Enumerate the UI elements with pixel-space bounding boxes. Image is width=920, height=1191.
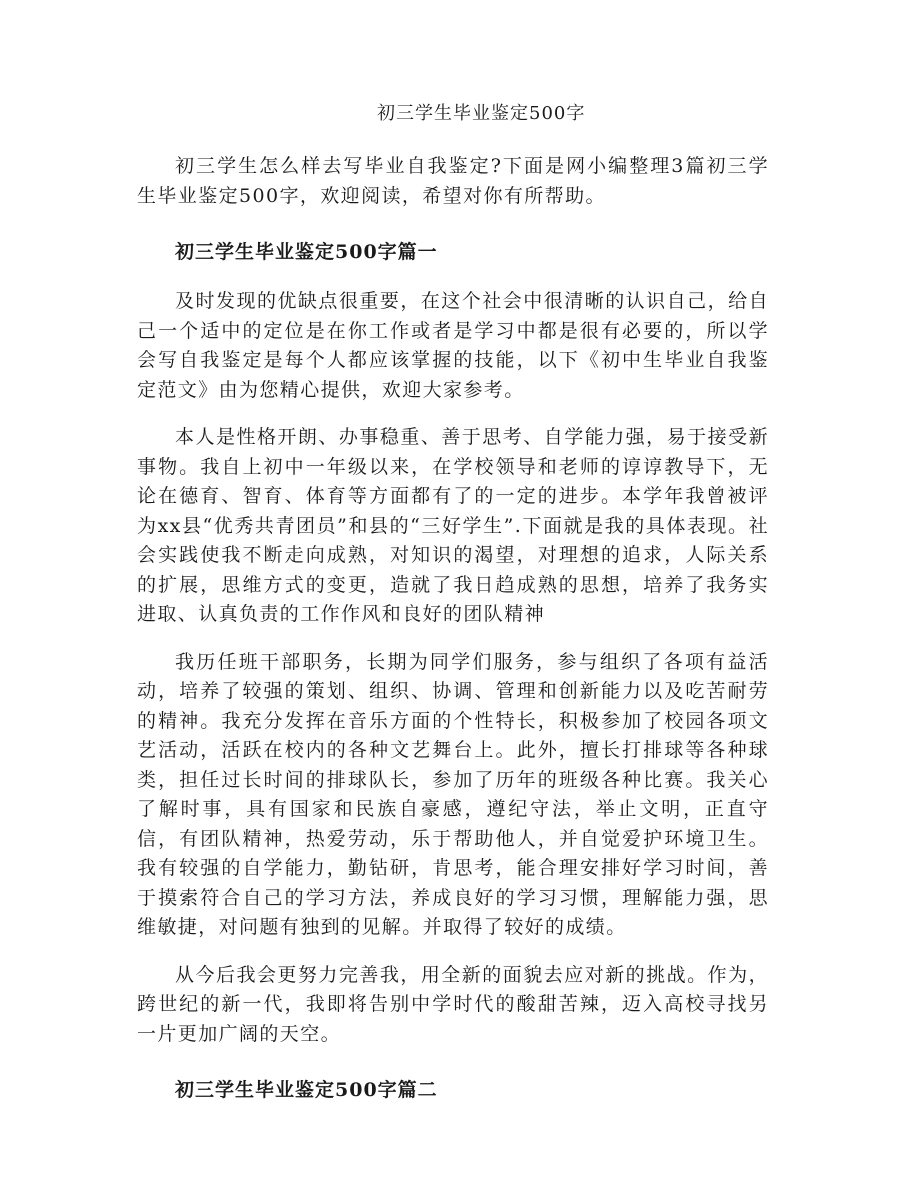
intro-paragraph: 初三学生怎么样去写毕业自我鉴定?下面是网小编整理3篇初三学生毕业鉴定500字，欢迎阅读，希望对你有所帮助。 [137,155,769,207]
section1-paragraph-3: 我历任班干部职务，长期为同学们服务，参与组织了各项有益活动，培养了较强的策划、组织、协调、管理和创新能力以及吃苦耐劳的精神。我充分发挥在音乐方面的个性特长，积极参加了校园各项文艺活动，活跃在校内的各种文艺舞台上。此外，擅长打排球等各种球类，担任过长时间的排球队长，参加了历年的班级各种比赛。我关心了解时事，具有国家和民族自豪感，遵纪守法，举止文明，正直守信，有团队精神，热爱劳动，乐于帮助他人，并自觉爱护环境卫生。我有较强的自学能力，勤钻研，肯思考，能合理安排好学习时间，善于摸索符合自己的学习方法，养成良好的学习习惯，理解能力强，思维敏捷，对问题有独到的见解。并取得了较好的成绩。 [137,650,769,938]
section1-paragraph-2: 本人是性格开朗、办事稳重、善于思考、自学能力强，易于接受新事物。我自上初中一年级以来，在学校领导和老师的谆谆教导下，无论在德育、智育、体育等方面都有了的一定的进步。本学年我曾被评为xx县“优秀共青团员”和县的“三好学生”.下面就是我的具体表现。社会实践使我不断走向成熟，对知识的渴望，对理想的追求，人际关系的扩展，思维方式的变更，造就了我日趋成熟的思想，培养了我务实进取、认真负责的工作作风和良好的团队精神 [137,426,769,625]
section-heading-1: 初三学生毕业鉴定500字篇一 [175,241,438,263]
document-page [137,100,769,1125]
document-title: 初三学生毕业鉴定500字 [377,103,586,124]
section-heading-2: 初三学生毕业鉴定500字篇二 [175,1079,438,1101]
section1-paragraph-1: 及时发现的优缺点很重要，在这个社会中很清晰的认识自己，给自己一个适中的定位是在你工作或者是学习中都是很有必要的，所以学会写自我鉴定是每个人都应该掌握的技能，以下《初中生毕业自我鉴定范文》由为您精心提供，欢迎大家参考。 [137,290,769,401]
section1-paragraph-4: 从今后我会更努力完善我，用全新的面貌去应对新的挑战。作为，跨世纪的新一代，我即将告别中学时代的酸甜苦辣，迈入高校寻找另一片更加广阔的天空。 [137,963,769,1045]
